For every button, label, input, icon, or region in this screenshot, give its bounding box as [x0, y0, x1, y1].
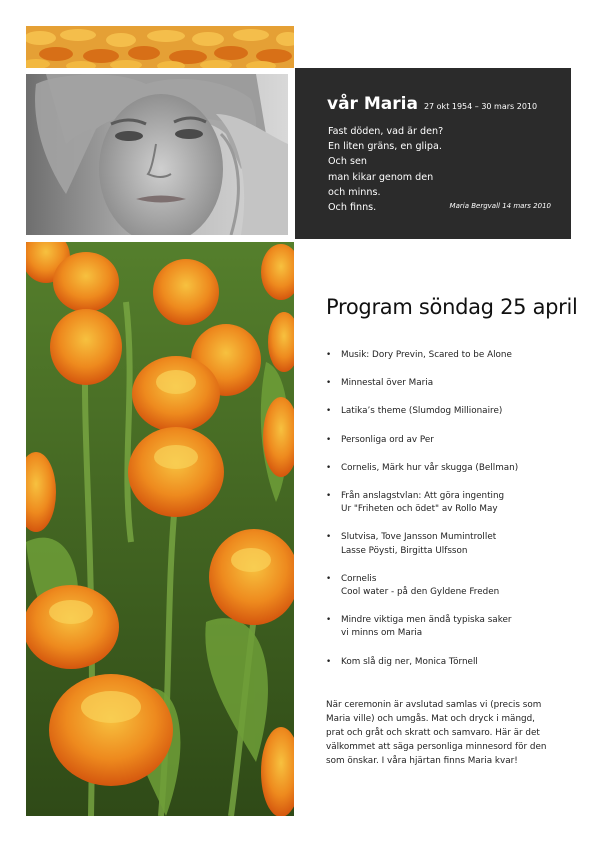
- program-item-text: vi minns om Maria: [341, 628, 423, 639]
- program-list: [326, 349, 576, 669]
- program-item: [326, 573, 576, 599]
- poem-line: man kikar genom den: [328, 171, 434, 183]
- bullet-icon: •: [326, 573, 332, 584]
- bullet-icon: •: [326, 615, 332, 626]
- program-item: [326, 434, 576, 447]
- memorial-name: vår Maria: [327, 94, 418, 114]
- program-item-text: Mindre viktiga men ändå typiska saker: [341, 615, 512, 626]
- closing-line: som önskar. I våra hjärtan finns Maria kvar!: [326, 756, 518, 766]
- bullet-icon: •: [326, 406, 332, 417]
- program-item: [326, 614, 576, 640]
- program-item-text: Från anslagstvlan: Att göra ingenting: [341, 491, 505, 502]
- bullet-icon: •: [326, 491, 332, 502]
- program-item-text: Latika’s theme (Slumdog Millionaire): [341, 406, 503, 417]
- program-item: [326, 405, 576, 418]
- program-item: [326, 490, 576, 516]
- bullet-icon: •: [326, 434, 332, 445]
- memorial-dates: 27 okt 1954 – 30 mars 2010: [423, 102, 538, 111]
- poem-line: En liten gräns, en glipa.: [328, 141, 442, 153]
- program-item-text: Cornelis: [341, 573, 377, 584]
- poem-credit: Maria Bergvall 14 mars 2010: [449, 202, 551, 210]
- closing-line: prat och gråt och skratt och samvaro. Här är det: [326, 728, 540, 738]
- tulip-banner-photo: [26, 26, 294, 68]
- poem-line: Och sen: [328, 156, 367, 168]
- program-item-text: Minnestal över Maria: [341, 378, 434, 389]
- program-item: [326, 377, 576, 390]
- poem-line: Och finns.: [328, 202, 377, 214]
- memorial-header-box: [295, 68, 571, 239]
- tulip-field-photo: [26, 242, 294, 816]
- poem: [328, 124, 443, 215]
- program-item-text: Cornelis, Märk hur vår skugga (Bellman): [341, 462, 519, 473]
- program-item: [326, 531, 576, 557]
- program-item-text: Personliga ord av Per: [341, 434, 434, 445]
- program-item: [326, 462, 576, 475]
- portrait-photo: [26, 74, 288, 235]
- program-item-text: Cool water - på den Gyldene Freden: [341, 587, 500, 598]
- bullet-icon: •: [326, 532, 332, 543]
- bullet-icon: •: [326, 378, 332, 389]
- program-item: [326, 349, 576, 362]
- bullet-icon: •: [326, 656, 332, 667]
- closing-line: När ceremonin är avslutad samlas vi (precis som: [326, 700, 542, 710]
- program-item-text: Slutvisa, Tove Jansson Mumintrollet: [341, 532, 497, 543]
- closing-paragraph: [326, 698, 572, 768]
- bullet-icon: •: [326, 462, 332, 473]
- program-item-text: Lasse Pöysti, Birgitta Ulfsson: [341, 545, 468, 556]
- poem-line: och minns.: [328, 186, 381, 198]
- program-item: [326, 656, 576, 669]
- memorial-title: [327, 94, 537, 114]
- closing-line: välkommet att säga personliga minnesord för den: [326, 742, 547, 752]
- program-item-text: Ur "Friheten och ödet" av Rollo May: [341, 504, 498, 515]
- program-title: Program söndag 25 april: [326, 295, 578, 319]
- closing-line: Maria ville) och umgås. Mat och dryck i mängd,: [326, 714, 535, 724]
- program-item-text: Kom slå dig ner, Monica Törnell: [341, 656, 478, 667]
- poem-line: Fast döden, vad är den?: [328, 126, 444, 137]
- program-item-text: Musik: Dory Previn, Scared to be Alone: [341, 350, 512, 360]
- bullet-icon: •: [326, 350, 332, 360]
